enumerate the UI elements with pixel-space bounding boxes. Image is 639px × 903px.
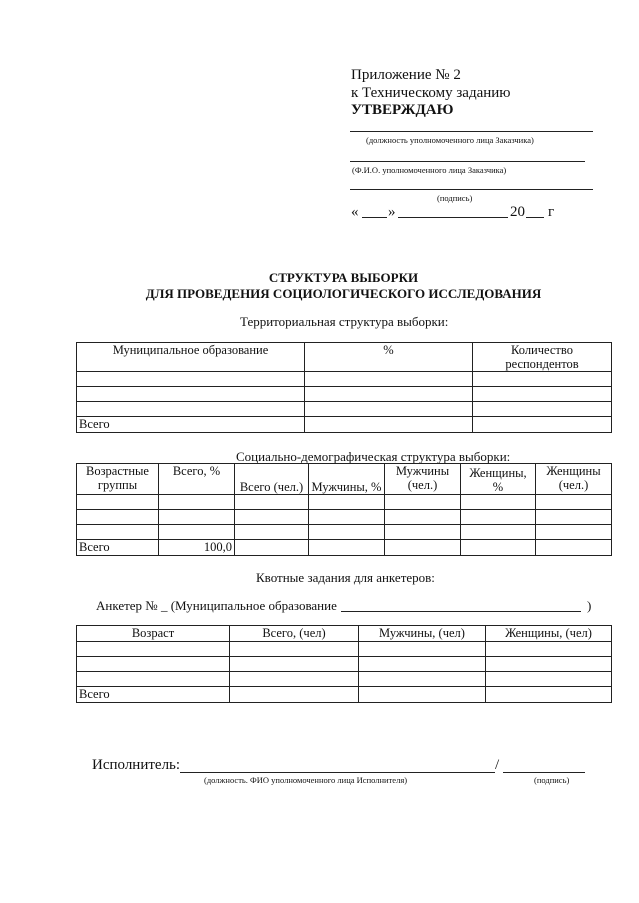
date-close-quote: »	[388, 204, 396, 220]
executor-caption: (должность. ФИО уполномоченного лица Исполнителя)	[204, 775, 408, 785]
municipality-line	[341, 611, 581, 612]
table-header-row	[77, 626, 612, 642]
signature-line	[350, 189, 593, 190]
date-suffix: г	[548, 204, 555, 220]
quota-heading: Квотные задания для анкетеров:	[256, 570, 435, 585]
table-total-row	[77, 687, 612, 703]
date-month-line	[398, 217, 508, 218]
territorial-table	[76, 342, 612, 433]
date-open-quote: «	[351, 204, 359, 220]
table-row	[77, 372, 612, 387]
column-header: Женщины, %	[461, 464, 536, 495]
table-row	[77, 510, 612, 525]
demographic-table	[76, 463, 612, 556]
interviewer-label: Анкетер № _ (Муниципальное образование	[96, 598, 337, 613]
total-percent: 100,0	[159, 540, 235, 556]
column-header: Возраст	[77, 626, 230, 642]
table-row	[77, 672, 612, 687]
executor-label: Исполнитель:	[92, 757, 181, 773]
column-header: %	[305, 343, 473, 372]
column-header: Всего, %	[159, 464, 235, 495]
territorial-heading: Территориальная структура выборки:	[240, 314, 449, 329]
column-header: Количество респондентов	[473, 343, 612, 372]
table-row	[77, 642, 612, 657]
total-label: Всего	[77, 540, 159, 556]
total-label: Всего	[77, 687, 230, 703]
executor-line	[180, 772, 495, 773]
name-line	[350, 161, 585, 162]
column-header: Женщины (чел.)	[536, 464, 612, 495]
position-line	[350, 131, 593, 132]
close-paren: )	[587, 598, 592, 613]
approve-heading: УТВЕРЖДАЮ	[351, 102, 454, 118]
column-header: Мужчины, %	[309, 464, 385, 495]
column-header: Женщины, (чел)	[486, 626, 612, 642]
date-day-line	[362, 217, 387, 218]
column-header: Возрастные группы	[77, 464, 159, 495]
appendix-number: Приложение № 2	[351, 67, 461, 83]
position-caption: (должность уполномоченного лица Заказчика)	[366, 135, 534, 145]
table-total-row	[77, 540, 612, 556]
date-year: 20	[510, 204, 525, 220]
name-caption: (Ф.И.О. уполномоченного лица Заказчика)	[352, 165, 507, 175]
slash: /	[495, 757, 500, 773]
table-row	[77, 402, 612, 417]
table-row	[77, 657, 612, 672]
executor-signature-line	[503, 772, 585, 773]
table-row	[77, 525, 612, 540]
column-header: Всего (чел.)	[235, 464, 309, 495]
table-row	[77, 495, 612, 510]
appendix-reference: к Техническому заданию	[351, 85, 511, 101]
date-year-line	[526, 217, 544, 218]
table-total-row	[77, 417, 612, 433]
table-row	[77, 387, 612, 402]
column-header: Мужчины, (чел)	[359, 626, 486, 642]
column-header: Мужчины (чел.)	[385, 464, 461, 495]
table-header-row	[77, 343, 612, 372]
total-label: Всего	[77, 417, 305, 433]
column-header: Всего, (чел)	[230, 626, 359, 642]
doc-title-line2: ДЛЯ ПРОВЕДЕНИЯ СОЦИОЛОГИЧЕСКОГО ИССЛЕДОВАНИЯ	[145, 286, 542, 301]
doc-title-line1: СТРУКТУРА ВЫБОРКИ	[268, 270, 419, 285]
signature-caption: (подпись)	[437, 193, 473, 203]
quota-table	[76, 625, 612, 703]
table-header-row	[77, 464, 612, 495]
column-header: Муниципальное образование	[77, 343, 305, 372]
executor-signature-caption: (подпись)	[534, 775, 570, 785]
demographic-heading: Социально-демографическая структура выборки:	[236, 449, 511, 464]
